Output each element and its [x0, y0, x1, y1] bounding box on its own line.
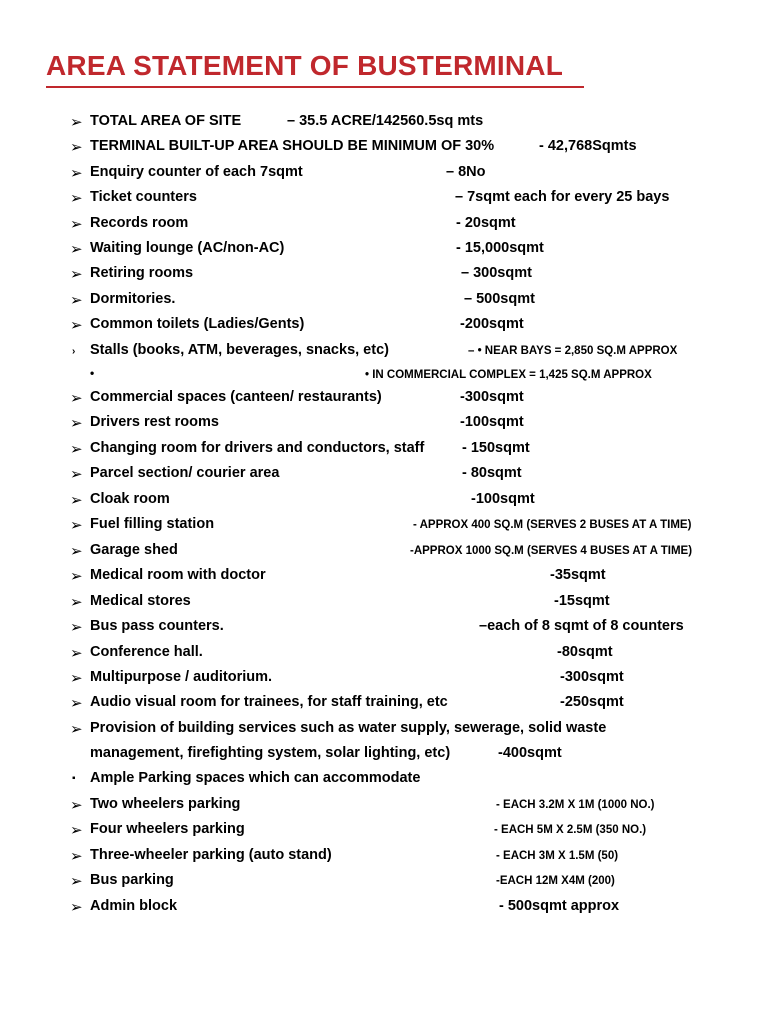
- arrow-bullet-icon: ➢: [70, 619, 83, 636]
- item-label: Conference hall.: [90, 644, 203, 660]
- item-label: Garage shed: [90, 542, 178, 558]
- item-label: TERMINAL BUILT-UP AREA SHOULD BE MINIMUM OF 30%: [90, 138, 495, 154]
- list-item: [0, 138, 768, 160]
- item-value: - 15,000sqmt: [456, 240, 544, 256]
- arrow-bullet-icon: ➢: [70, 645, 83, 662]
- item-label: Audio visual room for trainees, for staff training, etc: [90, 694, 448, 710]
- arrow-bullet-icon: ➢: [70, 721, 83, 738]
- page-title: AREA STATEMENT OF BUSTERMINAL: [46, 50, 564, 81]
- list-item: [0, 389, 768, 411]
- small-arrow-bullet-icon: ›: [72, 346, 76, 357]
- square-bullet-icon: ▪: [72, 773, 76, 784]
- list-item: [0, 821, 768, 843]
- item-label: Changing room for drivers and conductors, staff: [90, 440, 425, 456]
- item-value: – 300sqmt: [461, 265, 532, 281]
- list-item: [0, 491, 768, 513]
- list-item: [0, 669, 768, 691]
- item-value: -35sqmt: [550, 567, 606, 583]
- item-label: Enquiry counter of each 7sqmt: [90, 164, 303, 180]
- list-item: [0, 316, 768, 338]
- item-label: management, firefighting system, solar lighting, etc): [90, 745, 451, 761]
- arrow-bullet-icon: ➢: [70, 165, 83, 182]
- list-item: [0, 847, 768, 869]
- list-item: [0, 618, 768, 640]
- item-value: -400sqmt: [498, 745, 562, 761]
- arrow-bullet-icon: ➢: [70, 466, 83, 483]
- item-value: -EACH 12M X4M (200): [496, 875, 615, 887]
- list-item: [0, 240, 768, 262]
- item-label: Commercial spaces (canteen/ restaurants): [90, 389, 382, 405]
- item-label: Two wheelers parking: [90, 796, 241, 812]
- list-item: [0, 644, 768, 666]
- item-label: Ticket counters: [90, 189, 197, 205]
- item-value: - EACH 3.2M X 1M (1000 NO.): [496, 799, 655, 811]
- list-item: [0, 898, 768, 920]
- list-item: [0, 265, 768, 287]
- item-label: Drivers rest rooms: [90, 414, 219, 430]
- list-item: [0, 872, 768, 894]
- dot-bullet-icon: •: [90, 366, 95, 380]
- arrow-bullet-icon: ➢: [70, 266, 83, 283]
- arrow-bullet-icon: ➢: [70, 216, 83, 233]
- item-value: - 80sqmt: [462, 465, 522, 481]
- item-label: Bus parking: [90, 872, 174, 888]
- item-label: Admin block: [90, 898, 178, 914]
- list-item: [0, 414, 768, 436]
- item-value: -300sqmt: [460, 389, 524, 405]
- item-value: - APPROX 400 SQ.M (SERVES 2 BUSES AT A TIME): [413, 519, 692, 531]
- arrow-bullet-icon: ➢: [70, 390, 83, 407]
- list-item: [0, 465, 768, 487]
- list-item-continuation: [0, 745, 768, 767]
- item-label: TOTAL AREA OF SITE: [90, 113, 242, 129]
- item-value: - 150sqmt: [462, 440, 530, 456]
- item-value: - EACH 3M X 1.5M (50): [496, 850, 619, 862]
- item-label: Four wheelers parking: [90, 821, 245, 837]
- item-label: Three-wheeler parking (auto stand): [90, 847, 332, 863]
- arrow-bullet-icon: ➢: [70, 292, 83, 309]
- item-label: Waiting lounge (AC/non-AC): [90, 240, 285, 256]
- list-item: [0, 342, 768, 364]
- item-value: - 42,768Sqmts: [539, 138, 637, 154]
- item-label: Multipurpose / auditorium.: [90, 669, 273, 685]
- arrow-bullet-icon: ➢: [70, 492, 83, 509]
- item-value: -15sqmt: [554, 593, 610, 609]
- arrow-bullet-icon: ➢: [70, 317, 83, 334]
- arrow-bullet-icon: ➢: [70, 441, 83, 458]
- item-label: Retiring rooms: [90, 265, 194, 281]
- title-underline: [46, 86, 584, 88]
- list-item: [0, 215, 768, 237]
- item-value: – 35.5 ACRE/142560.5sq mts: [287, 113, 484, 129]
- item-value: -200sqmt: [460, 316, 524, 332]
- arrow-bullet-icon: ➢: [70, 517, 83, 534]
- arrow-bullet-icon: ➢: [70, 797, 83, 814]
- list-item: [0, 720, 768, 742]
- item-value: -APPROX 1000 SQ.M (SERVES 4 BUSES AT A TIME): [410, 545, 693, 557]
- item-label: Ample Parking spaces which can accommodate: [90, 770, 421, 786]
- arrow-bullet-icon: ➢: [70, 670, 83, 687]
- list-item: [0, 694, 768, 716]
- item-value: – 7sqmt each for every 25 bays: [455, 189, 670, 205]
- list-item: [0, 113, 768, 135]
- item-label: Parcel section/ courier area: [90, 465, 280, 481]
- arrow-bullet-icon: ➢: [70, 695, 83, 712]
- list-item: [0, 366, 768, 388]
- list-item: [0, 796, 768, 818]
- arrow-bullet-icon: ➢: [70, 415, 83, 432]
- list-item: [0, 593, 768, 615]
- item-label: Bus pass counters.: [90, 618, 224, 634]
- list-item: [0, 291, 768, 313]
- item-value: – 8No: [446, 164, 486, 180]
- arrow-bullet-icon: ➢: [70, 822, 83, 839]
- item-value: -250sqmt: [560, 694, 624, 710]
- arrow-bullet-icon: ➢: [70, 848, 83, 865]
- item-value: -80sqmt: [557, 644, 613, 660]
- list-item: [0, 567, 768, 589]
- item-label: Medical room with doctor: [90, 567, 266, 583]
- item-value: - 20sqmt: [456, 215, 516, 231]
- item-label: Medical stores: [90, 593, 191, 609]
- arrow-bullet-icon: ➢: [70, 241, 83, 258]
- arrow-bullet-icon: ➢: [70, 594, 83, 611]
- arrow-bullet-icon: ➢: [70, 139, 83, 156]
- item-label: Fuel filling station: [90, 516, 215, 532]
- item-label: Dormitories.: [90, 291, 176, 307]
- list-item: [0, 516, 768, 538]
- item-label: Cloak room: [90, 491, 170, 507]
- item-label: Records room: [90, 215, 189, 231]
- item-value: - EACH 5M X 2.5M (350 NO.): [494, 824, 647, 836]
- item-value: - 500sqmt approx: [499, 898, 620, 914]
- list-item: [0, 440, 768, 462]
- list-item: [0, 542, 768, 564]
- item-label: Stalls (books, ATM, beverages, snacks, etc): [90, 342, 389, 358]
- item-value: -100sqmt: [460, 414, 524, 430]
- item-value: –each of 8 sqmt of 8 counters: [479, 618, 684, 634]
- item-value: – 500sqmt: [464, 291, 535, 307]
- arrow-bullet-icon: ➢: [70, 543, 83, 560]
- arrow-bullet-icon: ➢: [70, 568, 83, 585]
- item-value: – • NEAR BAYS = 2,850 SQ.M APPROX: [468, 345, 678, 357]
- list-item: [0, 770, 768, 792]
- item-value: • IN COMMERCIAL COMPLEX = 1,425 SQ.M APPROX: [365, 369, 652, 381]
- list-item: [0, 164, 768, 186]
- list-item: [0, 189, 768, 211]
- item-label: Provision of building services such as water supply, sewerage, solid waste: [90, 720, 607, 736]
- arrow-bullet-icon: ➢: [70, 873, 83, 890]
- arrow-bullet-icon: ➢: [70, 114, 83, 131]
- item-value: -300sqmt: [560, 669, 624, 685]
- item-value: -100sqmt: [471, 491, 535, 507]
- arrow-bullet-icon: ➢: [70, 899, 83, 916]
- item-label: Common toilets (Ladies/Gents): [90, 316, 305, 332]
- arrow-bullet-icon: ➢: [70, 190, 83, 207]
